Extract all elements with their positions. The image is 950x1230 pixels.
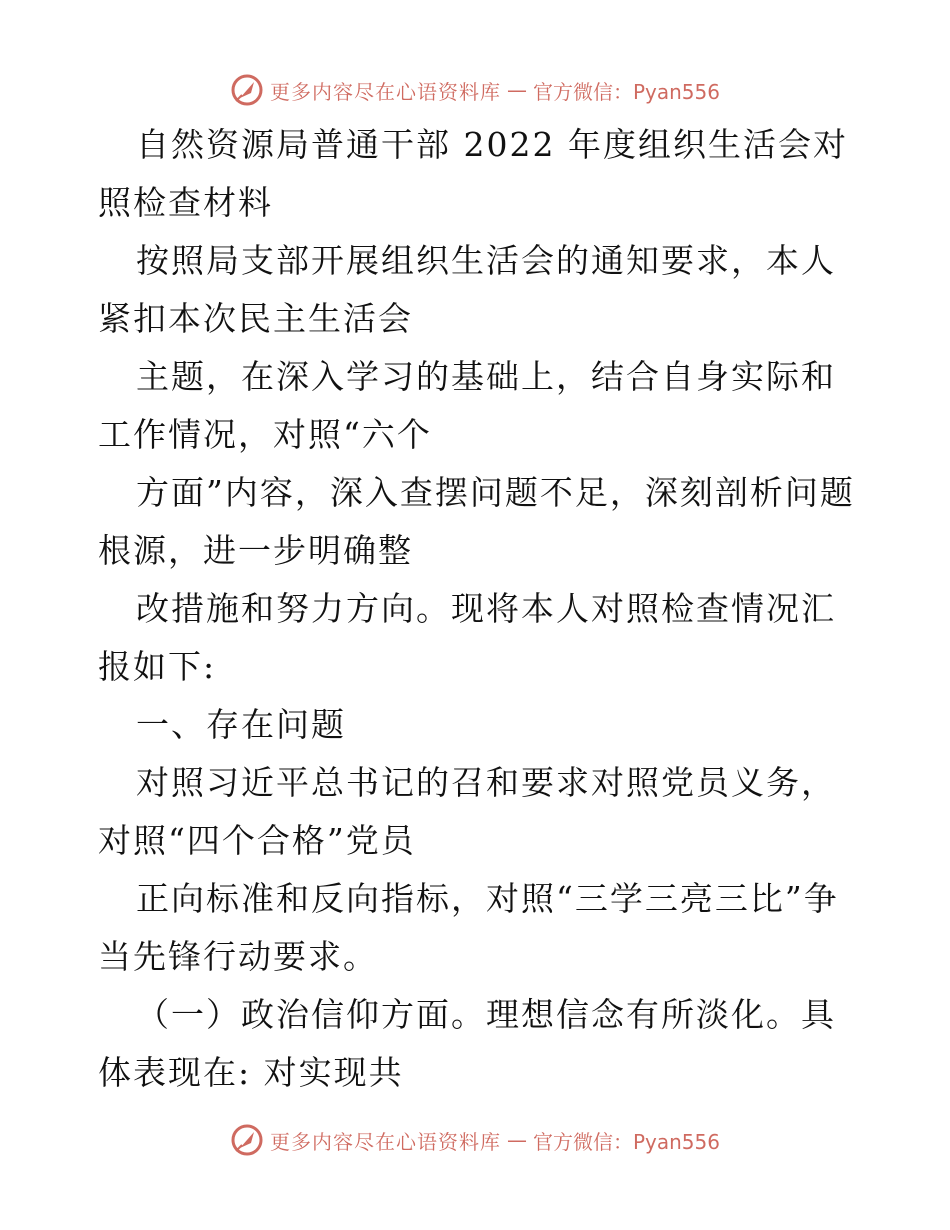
watermark-footer [0, 1120, 950, 1160]
watermark-separator: — [506, 78, 527, 102]
watermark-separator: — [506, 1128, 527, 1152]
document-title: 自然资源局普通干部 2022 年度组织生活会对照检查材料 [98, 125, 848, 222]
feather-logo-icon [230, 1123, 264, 1157]
feather-logo-icon [230, 73, 264, 107]
paragraph: 改措施和努力方向。现将本人对照检查情况汇报如下: [98, 589, 836, 686]
watermark-header [0, 70, 950, 110]
paragraph: 正向标准和反向指标，对照“三学三亮三比”争当先锋行动要求。 [98, 879, 839, 976]
watermark-text: 更多内容尽在心语资料库 [269, 1129, 501, 1154]
paragraph: 对照习近平总书记的召和要求对照党员义务，对照“四个合格”党员 [98, 763, 836, 860]
watermark-contact: 官方微信：Pyan556 [532, 79, 720, 104]
section-heading: 一、存在问题 [136, 705, 346, 744]
document-body [98, 116, 858, 1102]
paragraph: （一）政治信仰方面。理想信念有所淡化。具体表现在: 对实现共 [98, 995, 836, 1092]
paragraph: 按照局支部开展组织生活会的通知要求，本人紧扣本次民主生活会 [98, 241, 836, 338]
paragraph: 主题，在深入学习的基础上，结合自身实际和工作情况，对照“六个 [98, 357, 836, 454]
paragraph: 方面”内容，深入查摆问题不足，深刻剖析问题根源，进一步明确整 [98, 473, 855, 570]
watermark-text: 更多内容尽在心语资料库 [269, 79, 501, 104]
watermark-contact: 官方微信：Pyan556 [532, 1129, 720, 1154]
